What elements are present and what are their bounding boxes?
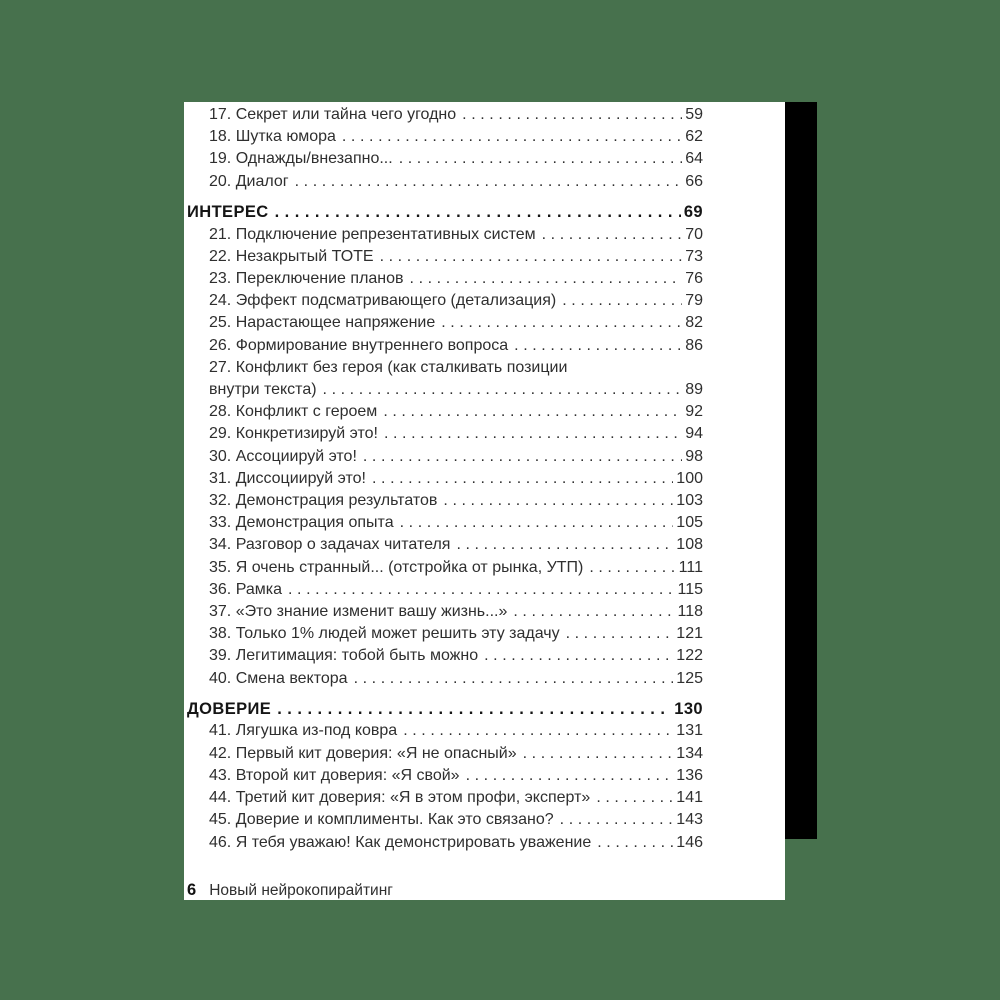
toc-entry — [187, 401, 703, 423]
toc-entry — [187, 534, 703, 556]
toc-entry-page-number: 70 — [685, 225, 703, 243]
toc-entry — [187, 148, 703, 170]
toc-list — [184, 102, 785, 854]
toc-entry-page-number: 143 — [676, 811, 703, 829]
toc-entry — [187, 645, 703, 667]
toc-entry-page-number: 115 — [677, 580, 703, 598]
dot-leader — [456, 104, 682, 126]
toc-entry-label: 46. Я тебя уважаю! Как демонстрировать уважение — [209, 833, 592, 851]
toc-entry-page-number: 146 — [676, 833, 703, 851]
dot-leader — [348, 668, 674, 690]
toc-entry-page-number: 134 — [676, 744, 703, 762]
dot-leader — [269, 201, 681, 223]
toc-entry-label: 26. Формирование внутреннего вопроса — [209, 336, 509, 354]
toc-entry — [187, 720, 703, 742]
toc-entry-page-number: 86 — [685, 336, 703, 354]
toc-entry — [187, 104, 703, 126]
toc-entry — [187, 512, 703, 534]
toc-page — [184, 102, 785, 900]
toc-entry-label: 25. Нарастающее напряжение — [209, 314, 436, 332]
toc-entry-label: 19. Однажды/внезапно... — [209, 150, 393, 168]
toc-entry-label: 22. Незакрытый ТОТЕ — [209, 247, 374, 265]
dot-leader — [336, 126, 682, 148]
footer-book-title: Новый нейрокопирайтинг — [209, 882, 393, 899]
toc-entry — [187, 171, 703, 193]
dot-leader — [590, 787, 673, 809]
toc-entry-page-number: 111 — [678, 558, 703, 576]
toc-entry-label: 43. Второй кит доверия: «Я свой» — [209, 766, 460, 784]
dot-leader — [289, 171, 683, 193]
toc-entry-label: 18. Шутка юмора — [209, 128, 336, 146]
toc-entry-label: 40. Смена вектора — [209, 669, 348, 687]
toc-entry — [187, 743, 703, 765]
dot-leader — [374, 246, 683, 268]
toc-entry — [187, 579, 703, 601]
toc-entry-page-number: 66 — [685, 172, 703, 190]
toc-entry — [187, 832, 703, 854]
toc-entry — [187, 601, 703, 623]
toc-entry-page-number: 64 — [685, 150, 703, 168]
dot-leader — [357, 446, 682, 468]
dot-leader — [554, 809, 674, 831]
toc-entry — [187, 335, 703, 357]
dot-leader — [378, 423, 682, 445]
dot-leader — [536, 224, 683, 246]
toc-entry-page-number: 131 — [676, 722, 703, 740]
toc-entry-page-number: 94 — [685, 425, 703, 443]
toc-entry-label: 33. Демонстрация опыта — [209, 514, 394, 532]
toc-entry — [187, 446, 703, 468]
toc-entry-label: 28. Конфликт с героем — [209, 403, 378, 421]
toc-entry-page-number: 103 — [676, 491, 703, 509]
toc-entry-page-number: 118 — [677, 602, 703, 620]
toc-entry — [187, 126, 703, 148]
toc-entry-page-number: 141 — [676, 789, 703, 807]
toc-entry — [187, 290, 703, 312]
toc-section-heading-page-number: 69 — [683, 203, 703, 222]
toc-entry — [187, 623, 703, 645]
dot-leader — [271, 698, 671, 720]
toc-entry-page-number: 122 — [676, 647, 703, 665]
toc-entry-label: 37. «Это знание изменит вашу жизнь...» — [209, 602, 508, 620]
dot-leader — [397, 720, 673, 742]
dot-leader — [478, 645, 673, 667]
dot-leader — [591, 832, 673, 854]
dot-leader — [507, 601, 674, 623]
toc-entry-page-number: 136 — [676, 766, 703, 784]
dot-leader — [460, 765, 674, 787]
toc-entry-label: 38. Только 1% людей может решить эту задачу — [209, 625, 560, 643]
toc-section-heading-label: ИНТЕРЕС — [187, 203, 269, 222]
dot-leader — [317, 379, 683, 401]
dot-leader — [394, 512, 674, 534]
toc-entry — [187, 357, 703, 379]
dot-leader — [393, 148, 683, 170]
toc-entry — [187, 246, 703, 268]
toc-section-heading-page-number: 130 — [674, 700, 703, 719]
dot-leader — [404, 268, 683, 290]
footer-page-number: 6 — [187, 881, 197, 899]
toc-entry-continuation-page-number: 89 — [685, 380, 703, 398]
toc-entry-page-number: 92 — [685, 403, 703, 421]
toc-section-heading — [187, 698, 703, 720]
dot-leader — [508, 335, 682, 357]
toc-entry-label: 42. Первый кит доверия: «Я не опасный» — [209, 744, 517, 762]
toc-entry-label: 31. Диссоциируй это! — [209, 469, 366, 487]
toc-entry — [187, 557, 703, 579]
toc-entry-page-number: 73 — [685, 247, 703, 265]
toc-entry-label: 23. Переключение планов — [209, 269, 404, 287]
toc-entry-label: 24. Эффект подсматривающего (детализация) — [209, 292, 557, 310]
dot-leader — [560, 623, 674, 645]
toc-entry-page-number: 105 — [676, 514, 703, 532]
toc-entry — [187, 809, 703, 831]
dot-leader — [517, 743, 674, 765]
dot-leader — [377, 401, 682, 423]
toc-entry — [187, 312, 703, 334]
toc-entry-page-number: 125 — [676, 669, 703, 687]
toc-entry-label: 44. Третий кит доверия: «Я в этом профи, эксперт» — [209, 789, 591, 807]
dot-leader — [437, 490, 673, 512]
toc-entry — [187, 490, 703, 512]
toc-entry-page-number: 79 — [685, 292, 703, 310]
toc-entry-label: 20. Диалог — [209, 172, 289, 190]
toc-entry-page-number: 59 — [685, 106, 703, 123]
toc-entry-label: 32. Демонстрация результатов — [209, 491, 438, 509]
black-side-bar — [785, 102, 817, 839]
toc-entry-page-number: 82 — [685, 314, 703, 332]
toc-entry-page-number: 108 — [676, 536, 703, 554]
toc-entry-page-number: 100 — [676, 469, 703, 487]
page-footer — [187, 881, 393, 900]
toc-entry-page-number: 62 — [685, 128, 703, 146]
toc-section-heading — [187, 201, 703, 223]
dot-leader — [583, 557, 675, 579]
toc-entry-page-number: 76 — [685, 269, 703, 287]
dot-leader — [450, 534, 673, 556]
toc-entry-label: 36. Рамка — [209, 580, 282, 598]
toc-entry — [187, 423, 703, 445]
toc-entry — [187, 668, 703, 690]
toc-entry-label: 30. Ассоциируй это! — [209, 447, 357, 465]
dot-leader — [282, 579, 675, 601]
dot-leader — [366, 468, 673, 490]
toc-entry-page-number: 121 — [676, 625, 703, 643]
toc-entry-label: 21. Подключение репрезентативных систем — [209, 225, 536, 243]
dot-leader — [435, 312, 682, 334]
toc-entry-page-number: 98 — [685, 447, 703, 465]
toc-entry — [187, 224, 703, 246]
toc-entry-label: 17. Секрет или тайна чего угодно — [209, 106, 457, 123]
toc-entry — [187, 468, 703, 490]
toc-entry-label: 34. Разговор о задачах читателя — [209, 536, 451, 554]
toc-entry-label: 27. Конфликт без героя (как сталкивать позиции — [209, 358, 568, 376]
toc-entry-label: 29. Конкретизируй это! — [209, 425, 378, 443]
toc-entry — [187, 268, 703, 290]
toc-entry-label: 39. Легитимация: тобой быть можно — [209, 647, 479, 665]
toc-section-heading-label: ДОВЕРИЕ — [187, 700, 272, 719]
toc-entry-label: 45. Доверие и комплименты. Как это связано? — [209, 811, 554, 829]
toc-entry-continuation-label: внутри текста) — [209, 380, 317, 398]
toc-entry-label: 35. Я очень странный... (отстройка от рынка, УТП) — [209, 558, 584, 576]
dot-leader — [556, 290, 682, 312]
toc-entry — [187, 787, 703, 809]
toc-entry-continuation — [187, 379, 703, 401]
toc-entry-label: 41. Лягушка из-под ковра — [209, 722, 398, 740]
toc-entry — [187, 765, 703, 787]
